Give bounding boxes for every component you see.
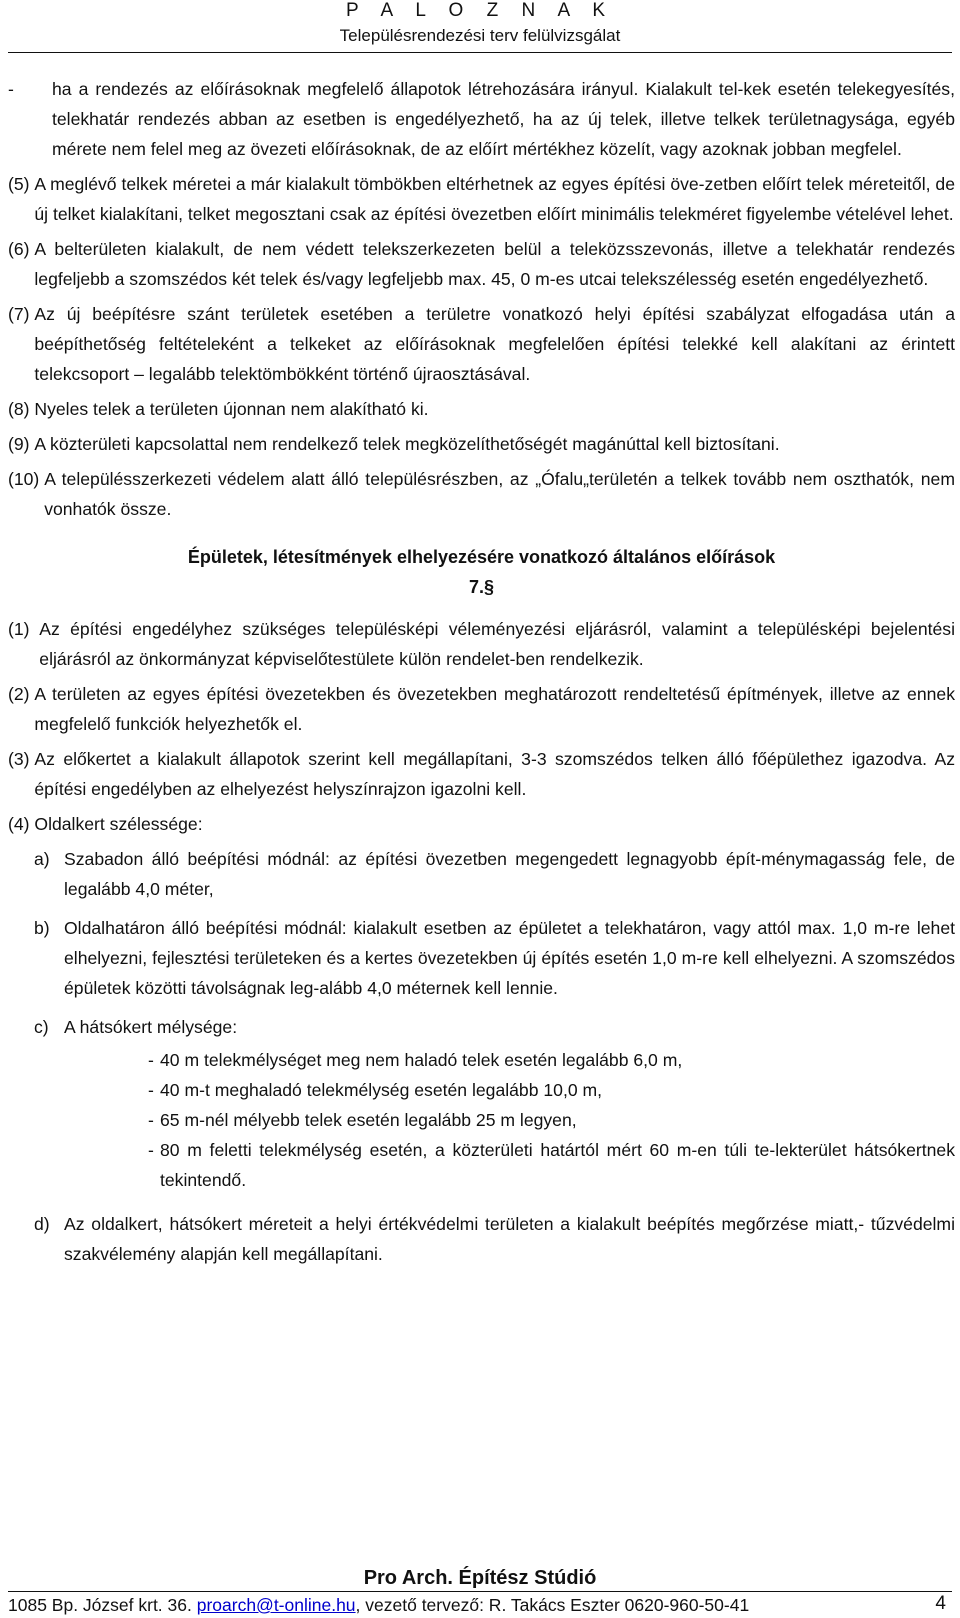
list-item (148, 1045, 955, 1075)
footer-address: 1085 Bp. József krt. 36. (8, 1595, 197, 1615)
footer-rule (8, 1591, 952, 1592)
para-text: Az előkertet a kialakult állapotok szerint kell megállapítani, 3-3 szomszédos telken álló főépülethez igazodva. Az építési engedélyben az elhelyezést helyszínrajzon igazolni kell. (34, 749, 955, 799)
sub-item-text: Az oldalkert, hátsókert méreteit a helyi értékvédelmi területen a kialakult beépítés megőrzése miatt,- tűzvédelmi szakvélemény alapján kell megállapítani. (64, 1214, 955, 1264)
sub-item-label: c) (34, 1017, 49, 1037)
para-text: Nyeles telek a területen újonnan nem alakítható ki. (34, 399, 429, 419)
sub-item-text: A hátsókert mélysége: (64, 1017, 238, 1037)
footer-email-link[interactable]: proarch@t-online.hu (196, 1595, 356, 1615)
intro-text: ha a rendezés az előírásoknak megfelelő állapotok létrehozására irányul. Kialakult tel-kek esetén telekegyesítés, telekhatár rendezés abban az esetben is engedélyezhető, ha az új telek, illetve telkek területnagysága, egyéb mérete nem felel meg az övezeti előírásoknak, de az előírt mértékhez közelít, vagy azoknak jobban megfelel. (52, 79, 955, 159)
para-number: (9) (8, 434, 35, 454)
depth-list (148, 1045, 955, 1195)
list-item-text: 40 m telekmélységet meg nem haladó telek esetén legalább 6,0 m, (160, 1050, 683, 1070)
para-6-7 (8, 299, 955, 389)
para-text: A területen az egyes építési övezetekben és övezetekben meghatározott rendeltetésű építmények, illetve az ennek megfelelő funkciók helyezhetők el. (34, 684, 955, 734)
dash-marker: - (148, 1080, 154, 1100)
sub-item-text: Szabadon álló beépítési módnál: az építési övezetben megengedett legnagyobb épít-ménymagasság fele, de legalább 4,0 méter, (64, 849, 955, 899)
header-subtitle: Településrendezési terv felülvizsgálat (339, 26, 621, 45)
para-6-8 (8, 394, 955, 424)
para-7-4 (8, 809, 955, 839)
dash-marker: - (148, 1050, 154, 1070)
sub-item-text: Oldalhatáron álló beépítési módnál: kialakult esetben az épületet a telekhatáron, vagy attól max. 1,0 m-re lehet elhelyezni, fejlesztési területeken és a kertes övezetekben új építés esetén 1,0 m-re kell elhelyezni. A szomszédos épületek közötti távolságnak leg-alább 4,0 méternek kell lennie. (64, 918, 955, 998)
list-item-text: 40 m-t meghaladó telekmélység esetén legalább 10,0 m, (160, 1080, 603, 1100)
para-number: (10) (8, 469, 45, 489)
list-item (148, 1075, 955, 1105)
dash-marker: - (148, 1110, 154, 1130)
dash-marker: - (148, 1140, 154, 1160)
document-body (8, 74, 955, 1278)
list-item (148, 1105, 955, 1135)
sub-item-b (34, 913, 955, 1003)
intro-dash: - (8, 79, 14, 99)
para-number: (7) (8, 304, 35, 324)
sub-item-label: b) (34, 918, 50, 938)
sub-item-a (34, 844, 955, 904)
para-text: Az új beépítésre szánt területek esetében a területre vonatkozó helyi építési szabályzat elfogadása után a beépíthetőség feltételeként a telkeket az előírásoknak megfelelően építési telekké kell alakítani az érintett telekcsoport – legalább telektömbökként történő újraosztásával. (34, 304, 955, 384)
para-6-6 (8, 234, 955, 294)
header-title: P A L O Z N A K (345, 0, 615, 21)
para-6-9 (8, 429, 955, 459)
para-text: A közterületi kapcsolattal nem rendelkező telek megközelíthetőségét magánúttal kell biztosítani. (34, 434, 780, 454)
para-text: A belterületen kialakult, de nem védett telekszerkezeten belül a teleközsszevonás, illetve a telekhatár rendezés legfeljebb a szomszédos két telek és/vagy legfeljebb max. 45, 0 m-es utcai telekszélesség esetén engedélyezhető. (34, 239, 955, 289)
para-6-10 (8, 464, 955, 524)
para-number: (8) (8, 399, 35, 419)
list-item-text: 65 m-nél mélyebb telek esetén legalább 25 m legyen, (160, 1110, 577, 1130)
para-number: (4) (8, 814, 35, 834)
footer-studio-name: Pro Arch. Építész Stúdió (363, 1567, 597, 1589)
para-text: Oldalkert szélessége: (34, 814, 203, 834)
sub-item-label: a) (34, 849, 50, 869)
para-7-1 (8, 614, 955, 674)
list-item (148, 1135, 955, 1195)
footer-designer: , vezető tervező: R. Takács Eszter 0620-960-50-41 (355, 1595, 750, 1615)
para-number: (5) (8, 174, 35, 194)
sub-item-d (34, 1209, 955, 1269)
para-number: (3) (8, 749, 35, 769)
sub-item-label: d) (34, 1214, 50, 1234)
header-rule (8, 52, 952, 53)
para-number: (2) (8, 684, 35, 704)
para-number: (1) (8, 619, 40, 639)
para-text: Az építési engedélyhez szükséges településképi véleményezési eljárásról, valamint a településképi bejelentési eljárásról az önkormányzat képviselőtestülete külön rendelet-ben rendelkezik. (39, 619, 955, 669)
para-text: A településszerkezeti védelem alatt álló településrészben, az „Ófalu„területén a telkek tovább nem oszthatók, nem vonhatók össze. (44, 469, 955, 519)
section-heading: Épületek, létesítmények elhelyezésére vonatkozó általános előírások (187, 547, 776, 567)
para-7-2 (8, 679, 955, 739)
para-number: (6) (8, 239, 35, 259)
para-text: A meglévő telkek méretei a már kialakult tömbökben eltérhetnek az egyes építési öve-zetben előírt telek méreteitől, de új telket kialakítani, telket megosztani csak az építési övezetben előírt minimális telekméret figyelembe vételével lehet. (34, 174, 955, 224)
list-item-text: 80 m feletti telekmélység esetén, a közterületi határtól mért 60 m-en túli te-lekterület hátsókertnek tekintendő. (160, 1140, 955, 1190)
intro-paragraph (8, 74, 955, 164)
para-6-5 (8, 169, 955, 229)
page-number: 4 (935, 1593, 946, 1614)
para-7-3 (8, 744, 955, 804)
footer-contact (8, 1594, 749, 1616)
section-number: 7.§ (468, 577, 495, 597)
sub-item-c (34, 1012, 955, 1042)
